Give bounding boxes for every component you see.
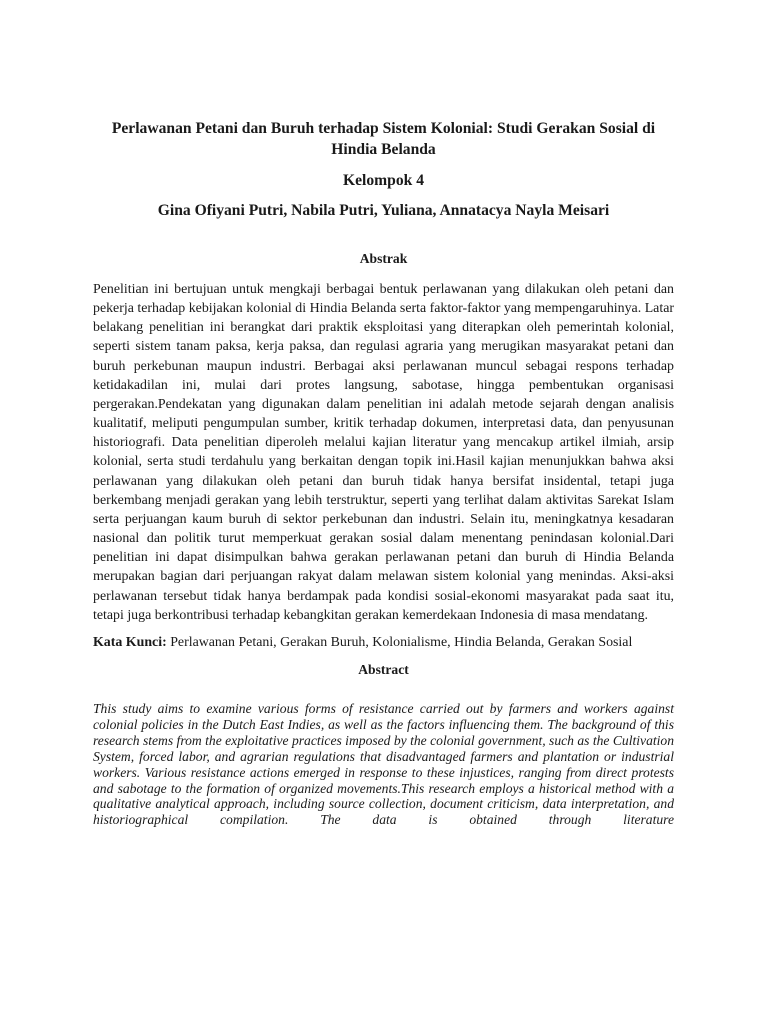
keywords-label-text: Kata Kunci — [93, 634, 163, 650]
keywords-text: Perlawanan Petani, Gerakan Buruh, Kolonialisme, Hindia Belanda, Gerakan Sosial — [166, 634, 633, 650]
paper-title: Perlawanan Petani dan Buruh terhadap Sistem Kolonial: Studi Gerakan Sosial di Hindia Belanda — [111, 120, 656, 158]
abstract-text: This study aims to examine various forms of resistance carried out by farmers and workers against colonial policies in the Dutch East Indies, as well as the factors influencing them. The background of this research stems from the exploitative practices imposed by the colonial government, such as the Cultivation System, forced labor, and agrarian regulations that disadvantaged farmers and plantation or industrial workers. Various resistance actions emerged in response to these injustices, ranging from direct protests and sabotage to the formation of organized movements.This research employs a historical method with a qualitative analytical approach, including source collection, document criticism, data interpretation, and historiographical compilation. The data is obtained through literature — [93, 701, 675, 828]
keywords — [93, 633, 674, 653]
author-list: Gina Ofiyani Putri, Nabila Putri, Yuliana, Annatacya Nayla Meisari — [157, 202, 610, 219]
paper-page — [93, 118, 674, 828]
keywords-colon: : — [162, 634, 167, 650]
keywords-label — [93, 635, 167, 650]
abstrak-heading: Abstrak — [359, 251, 408, 266]
group-name: Kelompok 4 — [342, 172, 424, 189]
abstract-heading: Abstract — [358, 662, 409, 678]
abstrak-text: Penelitian ini bertujuan untuk mengkaji berbagai bentuk perlawanan yang dilakukan oleh petani dan pekerja terhadap kebijakan kolonial di Hindia Belanda serta faktor-faktor yang mempengaruhinya. Latar belakang penelitian ini berangkat dari praktik eksploitasi yang diterapkan oleh pemerintah kolonial, seperti sistem tanam paksa, kerja paksa, dan regulasi agraria yang merugikan masyarakat petani dan buruh perkebunan maupun industri. Berbagai aksi perlawanan muncul sebagai respons terhadap ketidakadilan ini, mulai dari protes langsung, sabotase, hingga pembentukan organisasi pergerakan.Pendekatan yang digunakan dalam penelitian ini adalah metode sejarah dengan analisis kualitatif, meliputi pengumpulan sumber, kritik terhadap dokumen, interpretasi data, dan penyusunan historiografi. Data penelitian diperoleh melalui kajian literatur yang mencakup artikel ilmiah, arsip kolonial, serta studi terdahulu yang berkaitan dengan topik ini.Hasil kajian menunjukkan bahwa aksi perlawanan yang dilakukan oleh petani dan buruh tidak hanya bersifat insidental, tetapi juga berkembang menjadi gerakan yang lebih terstruktur, seperti yang terlihat dalam aktivitas Sarekat Islam serta perjuangan kaum buruh di sektor perkebunan dan industri. Selain itu, meningkatnya kesadaran nasional dan politik turut memperkuat gerakan sosial dalam menentang penindasan kolonial.Dari penelitian ini dapat disimpulkan bahwa gerakan perlawanan petani dan buruh di Hindia Belanda merupakan bagian dari perjuangan rakyat dalam melawan sistem kolonial yang menindas. Aksi-aksi perlawanan tersebut tidak hanya berdampak pada kondisi sosial-ekonomi masyarakat pada saat itu, tetapi juga berkontribusi terhadap kebangkitan gerakan kemerdekaan Indonesia di masa mendatang. — [93, 282, 674, 623]
